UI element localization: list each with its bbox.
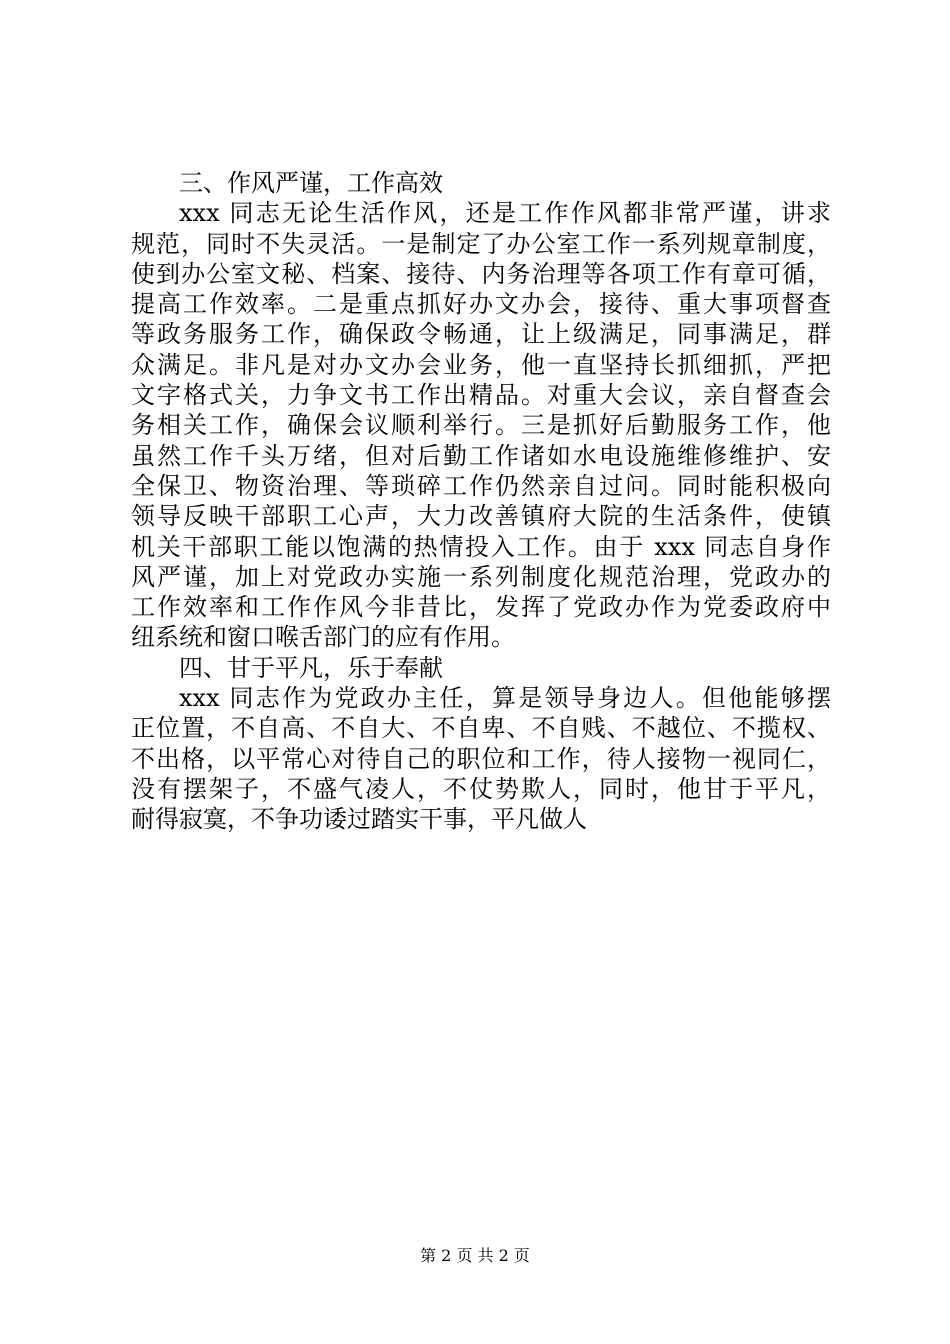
paragraph-line: 纽系统和窗口喉舌部门的应有作用。 xyxy=(131,623,515,652)
paragraph-line: 不出格，以平常心对待自己的职位和工作，待人接物一视同仁， xyxy=(131,744,831,773)
section-heading: 三、作风严谨，工作高效 xyxy=(179,169,443,197)
paragraph-line: 全保卫、物资治理、等琐碎工作仍然亲自过问。同时能积极向 xyxy=(131,471,831,500)
paragraph-line: 没有摆架子，不盛气凌人，不仗势欺人，同时，他甘于平凡， xyxy=(131,774,831,803)
paragraph-line: 务相关工作，确保会议顺利举行。三是抓好后勤服务工作，他 xyxy=(131,411,831,440)
paragraph-line: 领导反映干部职工心声，大力改善镇府大院的生活条件，使镇 xyxy=(131,502,831,531)
paragraph-line: xxx 同志作为党政办主任，算是领导身边人。但他能够摆 xyxy=(179,684,831,713)
paragraph-line: 提高工作效率。二是重点抓好办文办会，接待、重大事项督查 xyxy=(131,290,831,319)
paragraph-line: 虽然工作千头万绪，但对后勤工作诸如水电设施维修维护、安 xyxy=(131,441,831,470)
paragraph-line: 耐得寂寞，不争功诿过踏实干事，平凡做人 xyxy=(131,805,587,834)
section-heading: 四、甘于平凡，乐于奉献 xyxy=(179,653,443,682)
paragraph-line: 规范，同时不失灵活。一是制定了办公室工作一系列规章制度， xyxy=(131,229,831,258)
paragraph-line: 机关干部职工能以饱满的热情投入工作。由于 xxx 同志自身作 xyxy=(131,532,831,561)
paragraph-line: 工作效率和工作作风今非昔比，发挥了党政办作为党委政府中 xyxy=(131,593,831,622)
page-footer xyxy=(0,1246,950,1266)
paragraph-line: 文字格式关，力争文书工作出精品。对重大会议，亲自督查会 xyxy=(131,381,831,410)
paragraph-line: xxx 同志无论生活作风，还是工作作风都非常严谨，讲求 xyxy=(179,199,831,228)
paragraph-line: 等政务服务工作，确保政令畅通，让上级满足，同事满足，群 xyxy=(131,320,831,349)
paragraph-line: 风严谨，加上对党政办实施一系列制度化规范治理，党政办的 xyxy=(131,562,831,591)
paragraph-line: 使到办公室文秘、档案、接待、内务治理等各项工作有章可循， xyxy=(131,259,831,288)
page-number-label: 第 2 页 共 2 页 xyxy=(420,1246,530,1265)
paragraph-line: 众满足。非凡是对办文办会业务，他一直坚持长抓细抓，严把 xyxy=(131,350,831,379)
paragraph-line: 正位置，不自高、不自大、不自卑、不自贱、不越位、不揽权、 xyxy=(131,714,831,743)
document-body xyxy=(131,168,831,835)
